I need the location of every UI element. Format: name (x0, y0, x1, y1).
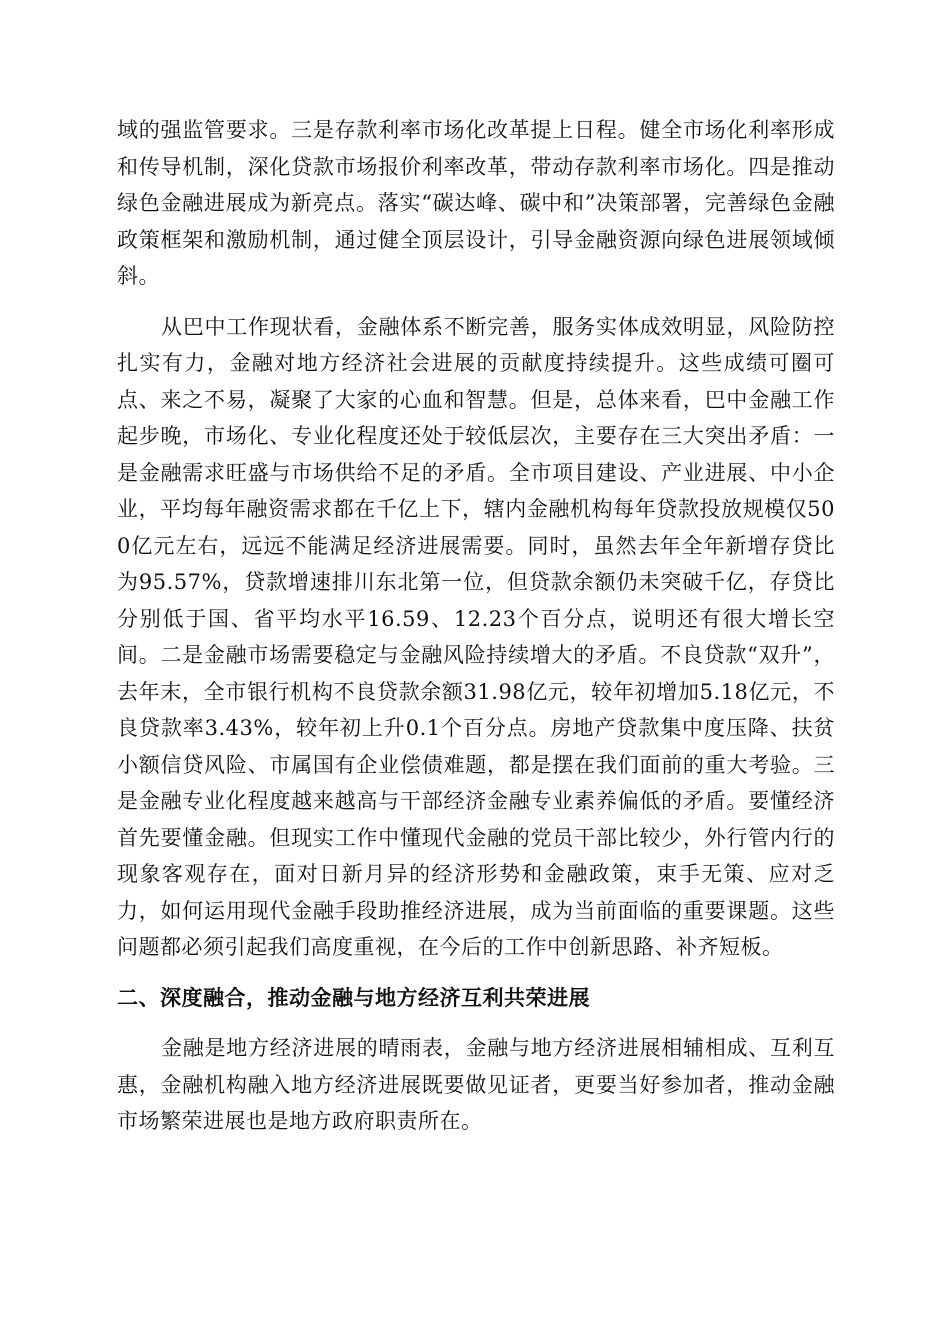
paragraph-continuation: 域的强监管要求。三是存款利率市场化改革提上日程。健全市场化利率形成和传导机制，深化贷款市场报价利率改革，带动存款利率市场化。四是推动绿色金融进展成为新亮点。落实“碳达峰、碳中和”决策部署，完善绿色金融政策框架和激励机制，通过健全顶层设计，引导金融资源向绿色进展领域倾斜。 (117, 118, 835, 288)
paragraph-gap (117, 295, 835, 309)
paragraph-section-intro: 金融是地方经济进展的晴雨表，金融与地方经济进展相辅相成、互利互惠，金融机构融入地方经济进展既要做见证者，更要当好参加者，推动金融市场繁荣进展也是地方政府职责所在。 (117, 1036, 835, 1133)
section-heading: 二、深度融合，推动金融与地方经济互利共荣进展 (117, 985, 590, 1010)
paragraph-gap (117, 966, 835, 980)
paragraph-current-status: 从巴中工作现状看，金融体系不断完善，服务实体成效明显，风险防控扎实有力，金融对地方经济社会进展的贡献度持续提升。这些成绩可圈可点、来之不易，凝聚了大家的心血和智慧。但是，总体来看，巴中金融工作起步晚，市场化、专业化程度还处于较低层次，主要存在三大突出矛盾：一是金融需求旺盛与市场供给不足的矛盾。全市项目建设、产业进展、中小企业，平均每年融资需求都在千亿上下，辖内金融机构每年贷款投放规模仅500亿元左右，远远不能满足经济进展需要。同时，虽然去年全年新增存贷比为95.57%，贷款增速排川东北第一位，但贷款余额仍未突破千亿，存贷比分别低于国、省平均水平16.59、12.23个百分点，说明还有很大增长空间。二是金融市场需要稳定与金融风险持续增大的矛盾。不良贷款“双升”，去年末，全市银行机构不良贷款余额31.98亿元，较年初增加5.18亿元，不良贷款率3.43%，较年初上升0.1个百分点。房地产贷款集中度压降、扶贫小额信贷风险、市属国有企业偿债难题，都是摆在我们面前的重大考验。三是金融专业化程度越来越高与干部经济金融专业素养偏低的矛盾。要懂经济首先要懂金融。但现实工作中懂现代金融的党员干部比较少，外行管内行的现象客观存在，面对日新月异的经济形势和金融政策，束手无策、应对乏力，如何运用现代金融手段助推经济进展，成为当前面临的重要课题。这些问题都必须引起我们高度重视，在今后的工作中创新思路、补齐短板。 (117, 314, 835, 959)
document-body (117, 112, 835, 1140)
paragraph-gap (117, 1016, 835, 1030)
